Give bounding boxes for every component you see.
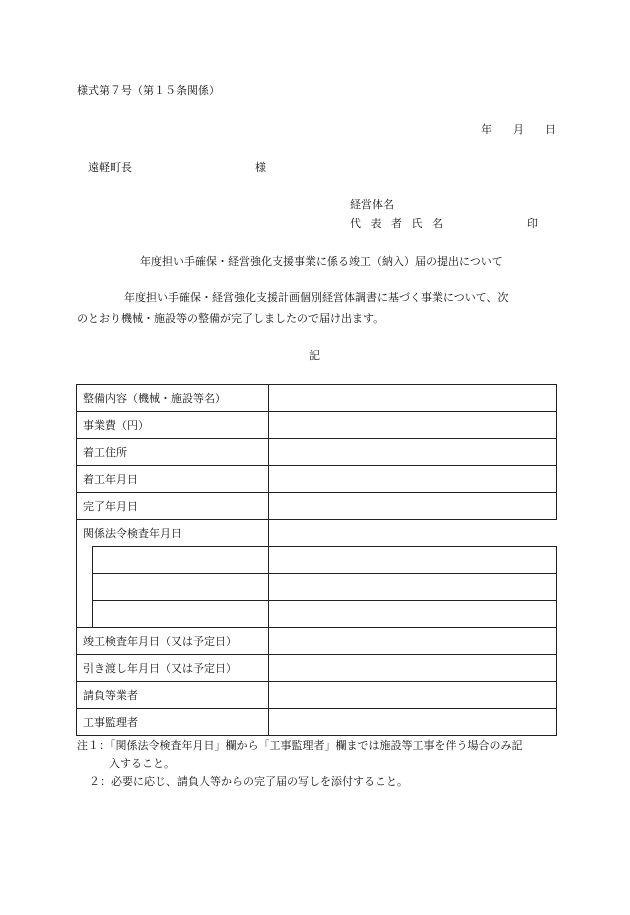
- body-text-line1: 年度担い手確保・経営強化支援計画個別経営体調書に基づく事業について、次: [124, 291, 509, 304]
- note-1-line2: 入すること。: [109, 757, 175, 770]
- table-row: [77, 547, 557, 574]
- row-label: 完了年月日: [77, 493, 269, 520]
- sub-row-label-field[interactable]: [93, 601, 269, 628]
- row-label: 整備内容（機械・施設等名）: [77, 385, 269, 412]
- row-label: 着工年月日: [77, 466, 269, 493]
- table-row: [77, 628, 557, 655]
- row-value-field[interactable]: [269, 709, 557, 736]
- table-row: [77, 520, 557, 547]
- row-label: 関係法令検査年月日: [77, 520, 269, 547]
- row-value-blank: [269, 520, 557, 547]
- row-label: 引き渡し年月日（又は予定日）: [77, 655, 269, 682]
- sub-row-value-field[interactable]: [269, 574, 557, 601]
- indent-cell: [77, 601, 93, 628]
- sub-row-value-field[interactable]: [269, 547, 557, 574]
- completion-form-table: [76, 384, 557, 736]
- indent-cell: [77, 574, 93, 601]
- sub-row-value-field[interactable]: [269, 601, 557, 628]
- table-row: [77, 709, 557, 736]
- table-row: [77, 682, 557, 709]
- table-row: [77, 574, 557, 601]
- entity-name-label: 経営体名: [350, 198, 394, 211]
- row-label: 工事監理者: [77, 709, 269, 736]
- row-value-field[interactable]: [269, 439, 557, 466]
- row-label: 事業費（円）: [77, 412, 269, 439]
- table-row: [77, 493, 557, 520]
- row-value-field[interactable]: [269, 466, 557, 493]
- ki-marker: 記: [309, 349, 320, 362]
- sub-row-label-field[interactable]: [93, 574, 269, 601]
- table-row: [77, 439, 557, 466]
- row-value-field[interactable]: [269, 385, 557, 412]
- table-row: [77, 601, 557, 628]
- row-value-field[interactable]: [269, 655, 557, 682]
- month-label: 月: [513, 123, 524, 136]
- representative-label: 代 表 者 氏 名: [350, 217, 446, 230]
- sub-row-label-field[interactable]: [93, 547, 269, 574]
- row-value-field[interactable]: [269, 628, 557, 655]
- document-title: 年度担い手確保・経営強化支援事業に係る竣工（納入）届の提出について: [140, 255, 503, 268]
- row-value-field[interactable]: [269, 682, 557, 709]
- note-2: ２：必要に応じ、請負人等からの完了届の写しを添付すること。: [89, 775, 408, 788]
- table-row: [77, 466, 557, 493]
- body-text-line2: のとおり機械・施設等の整備が完了しましたので届け出ます。: [77, 312, 385, 325]
- note-1-line1: 注１：「関係法令検査年月日」欄から「工事監理者」欄までは施設等工事を伴う場合のみ記: [77, 739, 523, 752]
- addressee-honorific: 様: [255, 161, 266, 174]
- addressee-name: 遠軽町長: [88, 161, 132, 174]
- seal-mark: 印: [527, 217, 538, 230]
- indent-cell: [77, 547, 93, 574]
- row-label: 着工住所: [77, 439, 269, 466]
- table-row: [77, 385, 557, 412]
- row-value-field[interactable]: [269, 493, 557, 520]
- table-row: [77, 412, 557, 439]
- form-number: 様式第７号（第１５条関係）: [77, 84, 220, 97]
- row-label: 竣工検査年月日（又は予定日）: [77, 628, 269, 655]
- day-label: 日: [545, 123, 556, 136]
- row-value-field[interactable]: [269, 412, 557, 439]
- table-row: [77, 655, 557, 682]
- date-line: [481, 123, 556, 137]
- row-label: 請負等業者: [77, 682, 269, 709]
- year-label: 年: [481, 123, 492, 136]
